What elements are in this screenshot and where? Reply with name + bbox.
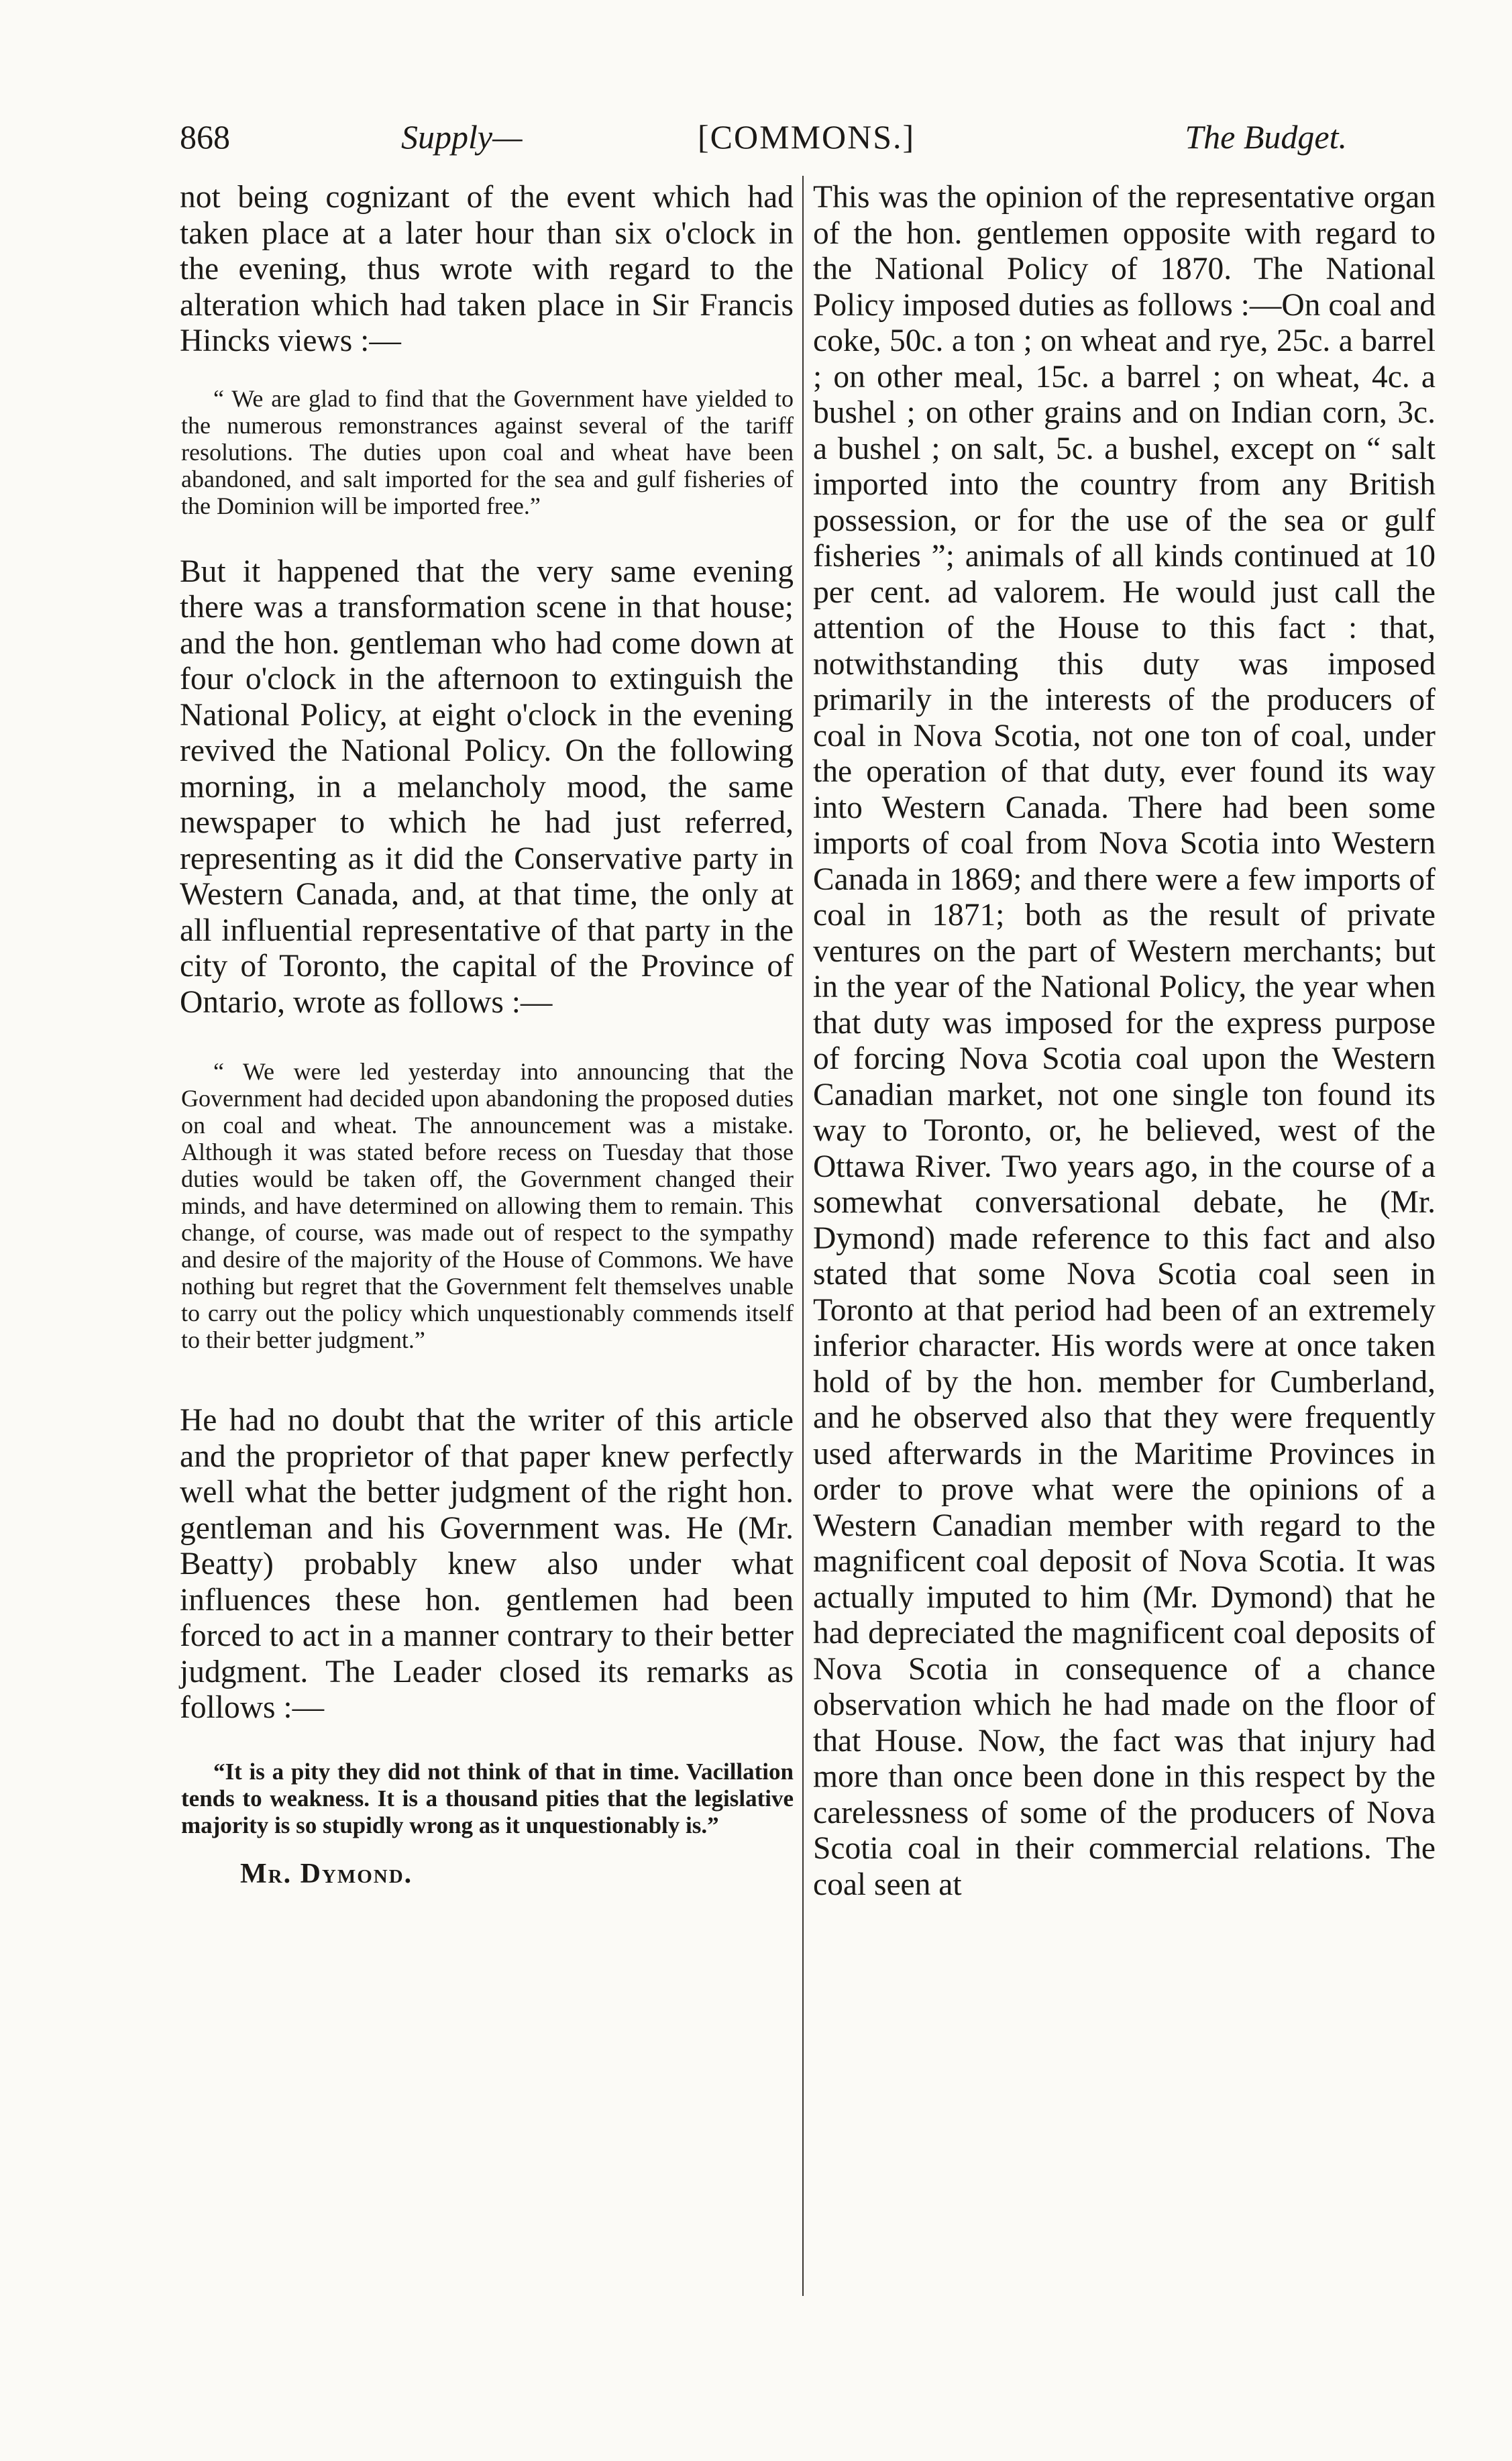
running-head-center: [COMMONS.]	[698, 118, 916, 156]
paragraph: not being cognizant of the event which had taken place at a later hour than six o'clock in the evening, thus wrote with regard to the alteration which had taken place in Sir Francis Hincks views :—	[180, 180, 794, 358]
block-quote: “ We are glad to find that the Government have yielded to the numerous remonstrances against several of the tariff resolutions. The duties upon coal and wheat have been abandoned, and salt imported for the sea and gulf fisheries of the Dominion will be imported free.”	[181, 384, 794, 519]
paragraph: He had no doubt that the writer of this article and the proprietor of that paper knew perfectly well what the better judgment of the right hon. gentleman and his Government was. He (Mr. Beatty) probably knew also under what influences these hon. gentlemen had been forced to act in a manner contrary to their better judgment. The Leader closed its remarks as follows :—	[180, 1403, 794, 1725]
column-divider	[802, 176, 804, 2296]
right-column	[813, 180, 1436, 1903]
speaker-name: Mr. Dymond.	[240, 1858, 413, 1889]
page-header	[180, 117, 1347, 164]
running-head-right: The Budget.	[1185, 118, 1347, 156]
paragraph: This was the opinion of the representative organ of the hon. gentlemen opposite with regard to the National Policy of 1870. The National Policy imposed duties as follows :—On coal and coke, 50c. a ton ; on wheat and rye, 25c. a barrel ; on other meal, 15c. a barrel ; on wheat, 4c. a bushel ; on other grains and on Indian corn, 3c. a bushel ; on salt, 5c. a bushel, except on “ salt imported into the country from any British possession, or for the use of the sea or gulf fisheries ”; animals of all kinds continued at 10 per cent. ad valorem. He would just call the attention of the House to this fact : that, notwithstanding this duty was imposed primarily in the interests of the producers of coal in Nova Scotia, not one ton of coal, under the operation of that duty, ever found its way into Western Canada. There had been some imports of coal from Nova Scotia into Western Canada in 1869; and there were a few imports of coal in 1871; both as the result of private ventures on the part of Western merchants; but in the year of the National Policy, the year when that duty was imposed for the express purpose of forcing Nova Scotia coal upon the Western Canadian market, not one single ton found its way to Toronto, or, he believed, west of the Ottawa River. Two years ago, in the course of a somewhat conversational debate, he (Mr. Dymond) made reference to this fact and also stated that some Nova Scotia coal seen in Toronto at that period had been of an extremely inferior character. His words were at once taken hold of by the hon. member for Cumberland, and he observed also that they were frequently used afterwards in the Maritime Provinces in order to prove what were the opinions of a Western Canadian member with regard to the magnificent coal deposit of Nova Scotia. It was actually imputed to him (Mr. Dymond) that he had depreciated the magnificent coal deposits of Nova Scotia in consequence of a chance observation which he had made on the floor of that House. Now, the fact was that injury had more than once been done in this respect by the carelessness of some of the producers of Nova Scotia coal in their commercial relations. The coal seen at	[813, 180, 1436, 1902]
left-column	[180, 180, 794, 1890]
block-quote: “ We were led yesterday into announcing that the Government had decided upon abandoning the proposed duties on coal and wheat. The announcement was a mistake. Although it was stated before recess on Tuesday that those duties would be taken off, the Government changed their minds, and have determined on allowing them to remain. This change, of course, was made out of respect to the sympathy and desire of the majority of the House of Commons. We have nothing but regret that the Government felt themselves unable to carry out the policy which unquestionably commends itself to their better judgment.”	[181, 1058, 794, 1353]
paragraph: But it happened that the very same evening there was a transformation scene in that house; and the hon. gentleman who had come down at four o'clock in the afternoon to extinguish the National Policy, at eight o'clock in the evening revived the National Policy. On the following morning, in a melancholy mood, the same newspaper to which he had just referred, representing as it did the Conservative party in Western Canada, and, at that time, the only at all influential representative of that party in the city of Toronto, the capital of the Province of Ontario, wrote as follows :—	[180, 554, 794, 1020]
block-quote: “It is a pity they did not think of that in time. Vacillation tends to weakness. It is a thousand pities that the legislative majority is so stupidly wrong as it unquestionably is.”	[181, 1758, 794, 1838]
running-head-left: Supply—	[401, 118, 523, 156]
page-number: 868	[180, 118, 230, 156]
